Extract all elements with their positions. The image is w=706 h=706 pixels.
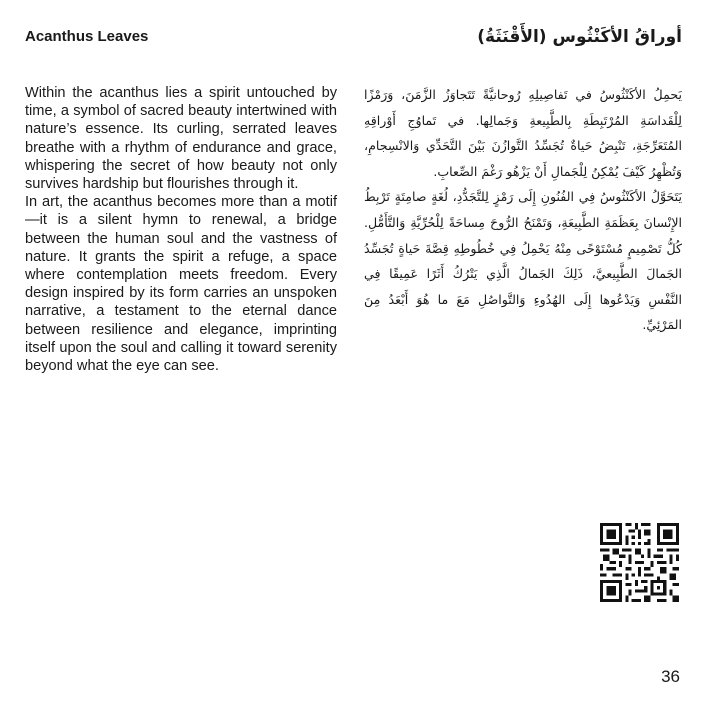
arabic-paragraph-1: يَحمِلُ الأكَنْثُوسُ في تَفاصِيلِهِ رُوحانيَّةً تَتَجاوَزُ الزَّمَنَ، وَرَمْزًا لِلْقَداسَةِ المُرْتَبِطَةِ بِالطَّبِيعةِ وَجَمالِها. في تَماوُجِ أَوْراقِهِ المُتَعَرِّجَةِ، تَنْبِضُ حَياةٌ تُجَسِّدُ التَّوازُنَ بَيْنَ التَّحَدِّي وَالانْسِجامِ، وَتُظْهِرُ كَيْفَ يُمْكِنُ لِلْجَمالِ أَنْ يَزْهُو رَغْمَ الصِّعابِ. [364,87,682,179]
arabic-paragraph-2: يَتَحَوَّلُ الأكَنْثُوسُ فِي الفُنُونِ إِلَى رَمْزٍ لِلتَّجَدُّدِ، لُغَةٍ صامِتَةٍ تَرْبِطُ الإِنْسانَ بِعَظَمَةِ الطَّبِيعَةِ، وَتَمْنَحُ الرُّوحَ مِساحَةً لِلْحُرِّيَّةِ وَالتَّأَمُّلِ. كُلُّ تَصْمِيمٍ مُسْتَوْحًى مِنْهُ يَحْمِلُ فِي خُطُوطِهِ قِصَّةَ حَياةٍ تُجَسِّدُ الجَمالَ الطَّبِيعيَّ، ذَلِكَ الجَمالُ الَّذِي يَتْرُكُ أَثَرًا عَمِيقًا فِي النَّفْسِ وَيَدْعُوها إِلَى الهُدُوءِ وَالتَّواصُلِ مَعَ ما هُوَ أَبْعَدُ مِنَ المَرْئِيِّ. [364,189,682,333]
english-paragraph-2: In art, the acanthus becomes more than a motif—it is a silent hymn to renewal, a bridge between the human soul and the vastness of nature. It grants the spirit a refuge, a space where contemplation meets freedom. Every design inspired by its form carries an unspoken narrative, a testament to the eternal dance between resilience and elegance, imprinting itself upon the soul and calling it toward serenity beyond what the eye can see. [25,194,337,375]
page-title-arabic: أوراقُ الأكَنْثُوس (الأَقْنَثَةُ) [477,27,682,47]
page-title-english: Acanthus Leaves [25,28,149,45]
arabic-text-column [364,82,682,338]
english-text-column [25,84,337,375]
english-paragraph-1: Within the acanthus lies a spirit untouched by time, a symbol of sacred beauty intertwined with nature’s essence. Its curling, serrated leaves breathe with a rhythm of endurance and grace, whispering the secret of how beauty not only survives hardship but flourishes through it. [25,85,337,193]
page-number: 36 [661,667,680,686]
qr-code-icon[interactable] [600,523,679,602]
